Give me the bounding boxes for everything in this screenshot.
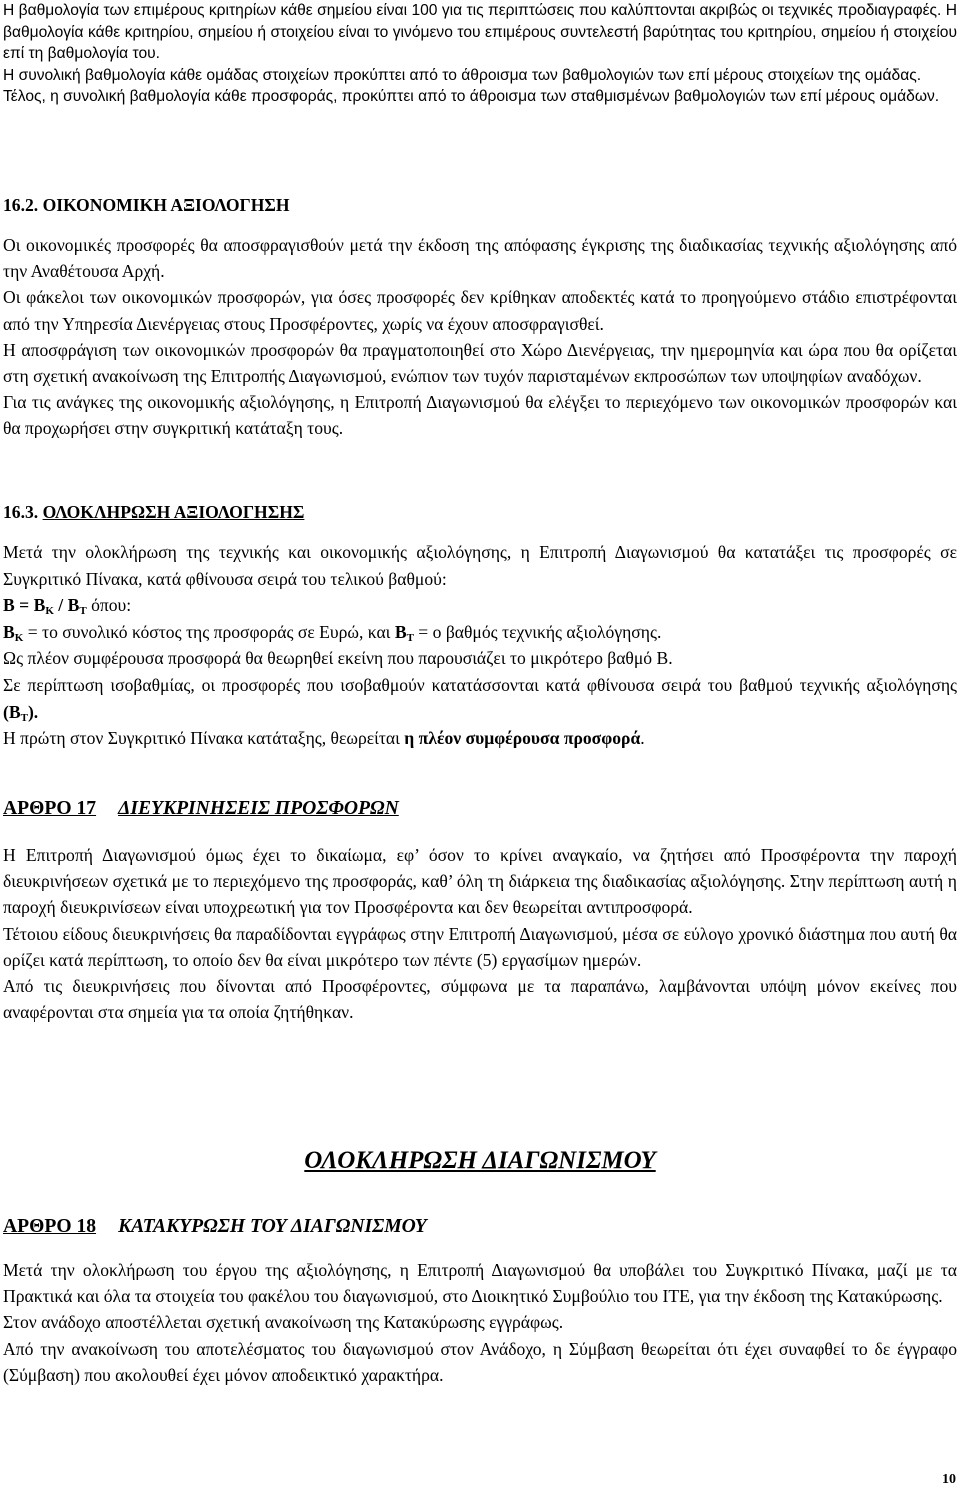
paragraph-group-score: Η συνολική βαθμολογία κάθε ομάδας στοιχείων προκύπτει από το άθροισμα των βαθμολογιών των επί μέρους στοιχείων της ομάδας. <box>3 66 922 84</box>
paragraph: Μετά την ολοκλήρωση του έργου της αξιολόγησης, η Επιτροπή Διαγωνισμού θα υποβάλει του Συγκριτικό Πίνακα, μαζί με τα Πρακτικά και όλα τα στοιχεία του φακέλου του διαγωνισμού, στο Διοικητικό Συμβούλιο του ΙΤΕ, για την έκδοση της Κατακύρωσης. <box>3 1260 957 1307</box>
paragraph-best-offer <box>3 725 957 752</box>
section-16-2-body <box>3 232 957 442</box>
formula-slash: / <box>53 595 68 616</box>
formula-bt: B <box>67 595 80 616</box>
paragraph: Τέτοιου είδους διευκρινήσεις θα παραδίδονται εγγράφως στην Επιτροπή Διαγωνισμού, μέσα σε εύλογο χρονικό διάστημα που αυτή θα ορίζει κατά περίπτωση, το οποίο δεν θα είναι μικρότερο των πέντε (5) εργασίμων ημερών. <box>3 923 957 970</box>
formula-k-sub: K <box>45 605 54 618</box>
formula-t-sub: T <box>79 605 87 618</box>
article-title: ΚΑΤΑΚΥΡΩΣΗ ΤΟΥ ΔΙΑΓΩΝΙΣΜΟΥ <box>118 1216 427 1237</box>
formula-bk: B <box>33 595 46 616</box>
tie-t-sub: T <box>20 711 28 724</box>
paragraph: Για τις ανάγκες της οικονομικής αξιολόγησης, η Επιτροπή Διαγωνισμού θα ελέγξει το περιεχόμενο των οικονομικών προσφορών και θα προχωρήσει στην συγκριτική κατάταξη τους. <box>3 392 957 439</box>
intro-text <box>3 0 957 108</box>
paragraph: Η Επιτροπή Διαγωνισμού όμως έχει το δικαίωμα, εφ’ όσον το κρίνει αναγκαίο, να ζητήσει από Προσφέροντα την παροχή διευκρινήσεων σχετικά με το περιεχόμενο της προσφοράς, καθ’ όλη τη διάρκεια της διαδικασίας αξιολόγησης. Στην περίπτωση αυτή η παροχή διευκρινίσεων είναι υποχρεωτική για τον Προσφέροντα και δεν θεωρείται αντιπροσφορά. <box>3 845 957 918</box>
paragraph-scoring: Η βαθμολογία των επιμέρους κριτηρίων κάθε σημείου είναι 100 για τις περιπτώσεις που καλύπτονται ακριβώς οι τεχνικές προδιαγραφές. Η βαθμολογία κάθε κριτηρίου, σημείου ή στοιχείου είναι το γινόμενο του επιμέρους συντελεστή βαρύτητας του κριτηρίου, σημείου ή στοιχείου επί τη βαθμολογία του. <box>3 2 957 62</box>
article-17-heading <box>3 798 399 820</box>
paragraph: Οι οικονομικές προσφορές θα αποσφραγισθούν μετά την έκδοση της απόφασης έγκρισης της διαδικασίας τεχνικής αξιολόγησης από την Αναθέτουσα Αρχή. <box>3 235 957 282</box>
paragraph: Οι φάκελοι των οικονομικών προσφορών, για όσες προσφορές δεν κρίθηκαν αποδεκτές κατά το προηγούμενο στάδιο επιστρέφονται από την Υπηρεσία Διενέργειας στους Προσφέροντες, χωρίς να έχουν αποσφραγισθεί. <box>3 287 957 334</box>
formula-where: όπου: <box>86 595 132 616</box>
def-bt: B <box>394 621 407 642</box>
article-18-heading <box>3 1216 427 1238</box>
def-bt-text: = ο βαθμός τεχνικής αξιολόγησης. <box>413 621 662 642</box>
def-k-sub: K <box>14 631 24 644</box>
paragraph-tie <box>3 672 957 725</box>
article-label: ΑΡΘΡΟ 18 <box>3 1216 97 1237</box>
section-number: 16.2. <box>3 195 39 215</box>
formula-eq: = <box>14 595 34 616</box>
paragraph: Η αποσφράγιση των οικονομικών προσφορών θα πραγματοποιηθεί στο Χώρο Διενέργειας, την ημερομηνία και ώρα που θα ορίζεται στη σχετική ανακοίνωση της Επιτροπής Διαγωνισμού, ενώπιον των τυχόν παρισταμένων εκπροσώπων των υποψηφίων αναδόχων. <box>3 339 957 387</box>
section-16-3-body <box>3 539 957 752</box>
article-label: ΑΡΘΡΟ 17 <box>3 798 97 819</box>
section-16-2-heading <box>3 195 957 216</box>
paragraph: Στον ανάδοχο αποστέλλεται σχετική ανακοίνωση της Κατακύρωσης εγγράφως. <box>3 1312 564 1333</box>
def-bk: B <box>3 621 15 642</box>
paragraph-total-score: Τέλος, η συνολική βαθμολογία κάθε προσφοράς, προκύπτει από το άθροισμα των σταθμισμένων βαθμολογιών των επί μέρους ομάδων. <box>3 88 940 105</box>
section-title: ΟΛΟΚΛΗΡΩΣΗ ΑΞΙΟΛΟΓΗΣΗΣ <box>42 502 305 522</box>
section-16-3-heading <box>3 502 957 523</box>
def-bk-text: = το συνολικό κόστος της προσφοράς σε Ευρώ, και <box>23 621 395 642</box>
article-17-body <box>3 842 957 1025</box>
paragraph: Από τις διευκρινήσεις που δίνονται από Προσφέροντες, σύμφωνα με τα παραπάνω, λαμβάνονται υπόψη μόνον εκείνες που αναφέρονται στα σημεία για τα οποία ζητήθηκαν. <box>3 976 957 1023</box>
formula-line <box>3 592 957 619</box>
paragraph: Ως πλέον συμφέρουσα προσφορά θα θεωρηθεί εκείνη που παρουσιάζει το μικρότερο βαθμό B. <box>3 648 673 669</box>
tie-close: ). <box>27 701 39 722</box>
paragraph: Μετά την ολοκλήρωση της τεχνικής και οικονομικής αξιολόγησης, η Επιτροπή Διαγωνισμού θα κατατάξει τις προσφορές σε Συγκριτικό Πίνακα, κατά φθίνουσα σειρά του τελικού βαθμού: <box>3 542 957 589</box>
article-title: ΔΙΕΥΚΡΙΝΗΣΕΙΣ ΠΡΟΣΦΟΡΩΝ <box>118 798 399 819</box>
section-title: ΟΙΚΟΝΟΜΙΚΗ ΑΞΙΟΛΟΓΗΣΗ <box>42 195 290 215</box>
paragraph: Από την ανακοίνωση του αποτελέσματος του διαγωνισμού στον Ανάδοχο, η Σύμβαση θεωρείται ότι έχει συναφθεί το δε έγγραφο (Σύμβαση) που ακολουθεί έχει μόνον αποδεικτικό χαρακτήρα. <box>3 1338 957 1385</box>
tie-text: Σε περίπτωση ισοβαθμίας, οι προσφορές που ισοβαθμούν κατατάσσονται κατά φθίνουσα σειρά του βαθμού τεχνικής αξιολόγησης <box>3 674 957 695</box>
def-t-sub: T <box>406 631 414 644</box>
completion-heading: ΟΛΟΚΛΗΡΩΣΗ ΔΙΑΓΩΝΙΣΜΟΥ <box>304 1147 656 1174</box>
article-18-body <box>3 1257 957 1388</box>
best-offer-bold: η πλέον συμφέρουσα προσφορά <box>404 728 641 749</box>
tie-bt: (B <box>3 701 21 722</box>
best-offer-end: . <box>640 728 645 749</box>
definition-line <box>3 619 957 646</box>
page-number: 10 <box>942 1472 956 1487</box>
formula-b: B <box>3 595 15 616</box>
section-number: 16.3. <box>3 502 39 522</box>
best-offer-text: Η πρώτη στον Συγκριτικό Πίνακα κατάταξης, θεωρείται <box>3 728 405 749</box>
